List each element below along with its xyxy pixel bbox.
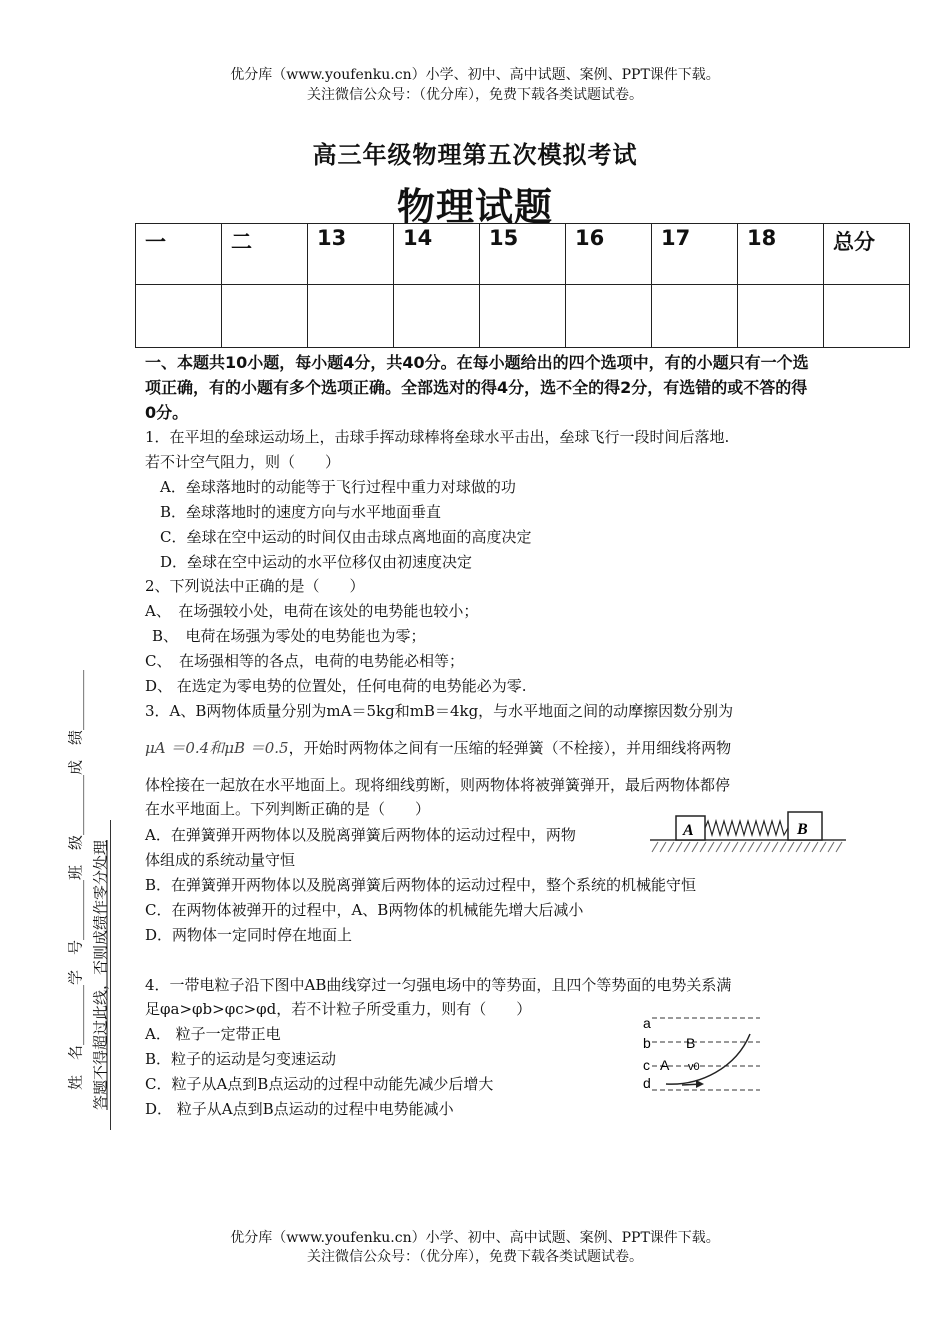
line-label-b: b xyxy=(643,1035,651,1051)
point-b-label: B xyxy=(686,1035,696,1051)
q4-option-c: C．粒子从A点到B点运动的过程中动能先减少后增大 xyxy=(145,1075,494,1093)
q2-option-d: D、 在选定为零电势的位置处，任何电荷的电势能必为零. xyxy=(145,677,527,695)
q2-option-b: B、 电荷在场强为零处的电势能也为零； xyxy=(152,627,426,645)
q4-stem-line-1: 4．一带电粒子沿下图中AB曲线穿过一匀强电场中的等势面，且四个等势面的电势关系满 xyxy=(145,976,732,994)
q3-stem-line-1: 3．A、B两物体质量分别为mA＝5kg和mB＝4kg，与水平地面之间的动摩擦因数分别为 xyxy=(145,702,734,720)
q4-stem-line-2: 足φa>φb>φc>φd，若不计粒子所受重力，则有（ ） xyxy=(145,1000,532,1018)
q3-stem-line-4: 在水平地面上。下列判断正确的是（ ） xyxy=(145,800,431,818)
q1-option-c: C．垒球在空中运动的时间仅由击球点离地面的高度决定 xyxy=(160,528,532,546)
q3-option-a-line-1: A．在弹簧弹开两物体以及脱离弹簧后两物体的运动过程中，两物 xyxy=(145,826,576,844)
score-entry-cell[interactable] xyxy=(480,285,566,348)
q3-stem-line-2-text: ，开始时两物体之间有一压缩的轻弹簧（不栓接），并用细线将两物 xyxy=(288,739,732,757)
q2-option-c: C、 在场强相等的各点，电荷的电势能必相等； xyxy=(145,652,464,670)
score-header-cell: 16 xyxy=(566,224,652,285)
equipotential-lines xyxy=(652,1018,760,1090)
q3-option-d: D．两物体一定同时停在地面上 xyxy=(145,926,353,944)
line-label-c: c xyxy=(643,1057,650,1073)
q2-stem: 2、下列说法中正确的是（ ） xyxy=(145,577,365,595)
line-label-d: d xyxy=(643,1075,651,1091)
block-a-label: A xyxy=(683,822,694,839)
q2-option-a: A、 在场强较小处，电荷在该处的电势能也较小； xyxy=(145,602,479,620)
q3-option-c: C．在两物体被弹开的过程中，A、B两物体的机械能先增大后减小 xyxy=(145,901,584,919)
q3-option-a-line-2: 体组成的系统动量守恒 xyxy=(145,851,296,869)
line-label-a: a xyxy=(643,1015,651,1031)
q4-option-b: B．粒子的运动是匀变速运动 xyxy=(145,1050,337,1068)
score-header-cell: 18 xyxy=(738,224,824,285)
q4-equipotential-figure xyxy=(638,1010,768,1100)
exam-title: 高三年级物理第五次模拟考试 xyxy=(312,140,638,169)
velocity-label: v0 xyxy=(688,1061,700,1073)
q1-stem-line-1: 1．在平坦的垒球运动场上，击球手挥动球棒将垒球水平击出，垒球飞行一段时间后落地. xyxy=(145,428,730,446)
binding-line xyxy=(110,820,111,1130)
spring xyxy=(705,821,788,835)
score-header-cell: 17 xyxy=(652,224,738,285)
score-header-cell: 13 xyxy=(308,224,394,285)
score-entry-cell[interactable] xyxy=(738,285,824,348)
q3-friction-formula: μA ＝0.4和μB ＝0.5 xyxy=(145,739,289,757)
q3-stem-line-2 xyxy=(145,738,731,758)
q4-option-a: A． 粒子一定带正电 xyxy=(145,1025,281,1043)
score-header-cell: 15 xyxy=(480,224,566,285)
footer-line-2: 关注微信公众号：（优分库），免费下载各类试题试卷。 xyxy=(307,1249,643,1265)
score-entry-cell[interactable] xyxy=(222,285,308,348)
velocity-arrowhead xyxy=(696,1080,704,1088)
footer-line-1: 优分库（www.youfenku.cn）小学、初中、高中试题、案例、PPT课件下载。 xyxy=(230,1230,720,1246)
header-line-1: 优分库（www.youfenku.cn）小学、初中、高中试题、案例、PPT课件下载。 xyxy=(230,67,720,83)
score-entry-cell[interactable] xyxy=(652,285,738,348)
q1-option-b: B．垒球落地时的速度方向与水平地面垂直 xyxy=(160,503,442,521)
score-entry-cell[interactable] xyxy=(566,285,652,348)
score-entry-cell[interactable] xyxy=(824,285,910,348)
binding-margin-note: 答题不得超过此线，否则成绩作零分处理 xyxy=(91,839,110,1111)
q3-stem-line-3: 体栓接在一起放在水平地面上。现将细线剪断，则两物体将被弹簧弹开，最后两物体都停 xyxy=(145,776,731,794)
section-1-instructions: 一、本题共10小题，每小题4分，共40分。在每小题给出的四个选项中，有的小题只有一个选项正确，有的小题有多个选项正确。全部选对的得4分，选不全的得2分，有选错的或不答的得0分。 xyxy=(145,353,809,422)
header-line-2: 关注微信公众号：（优分库），免费下载各类试题试卷。 xyxy=(307,87,643,103)
q1-stem-line-2: 若不计空气阻力，则（ ） xyxy=(145,453,341,471)
score-header-cell: 二 xyxy=(222,224,308,285)
score-header-cell: 总分 xyxy=(824,224,910,285)
paper-title: 物理试题 xyxy=(396,185,553,229)
score-header-cell: 14 xyxy=(394,224,480,285)
q4-option-d: D． 粒子从A点到B点运动的过程中电势能减小 xyxy=(145,1100,454,1118)
q1-option-a: A．垒球落地时的动能等于飞行过程中重力对球做的功 xyxy=(160,478,516,496)
q1-option-d: D．垒球在空中运动的水平位移仅由初速度决定 xyxy=(160,553,473,571)
score-entry-cell[interactable] xyxy=(308,285,394,348)
q3-spring-figure xyxy=(648,808,848,856)
point-a-label: A xyxy=(660,1057,670,1073)
score-table xyxy=(135,223,910,348)
block-b-label: B xyxy=(797,821,808,838)
q3-option-b: B．在弹簧弹开两物体以及脱离弹簧后两物体的运动过程中，整个系统的机械能守恒 xyxy=(145,876,697,894)
score-header-cell: 一 xyxy=(136,224,222,285)
ground-hatching xyxy=(652,842,842,852)
score-entry-cell[interactable] xyxy=(394,285,480,348)
score-entry-cell[interactable] xyxy=(136,285,222,348)
binding-margin-fields: 姓 名________学 号________班 级________成 绩________ xyxy=(66,669,85,1091)
